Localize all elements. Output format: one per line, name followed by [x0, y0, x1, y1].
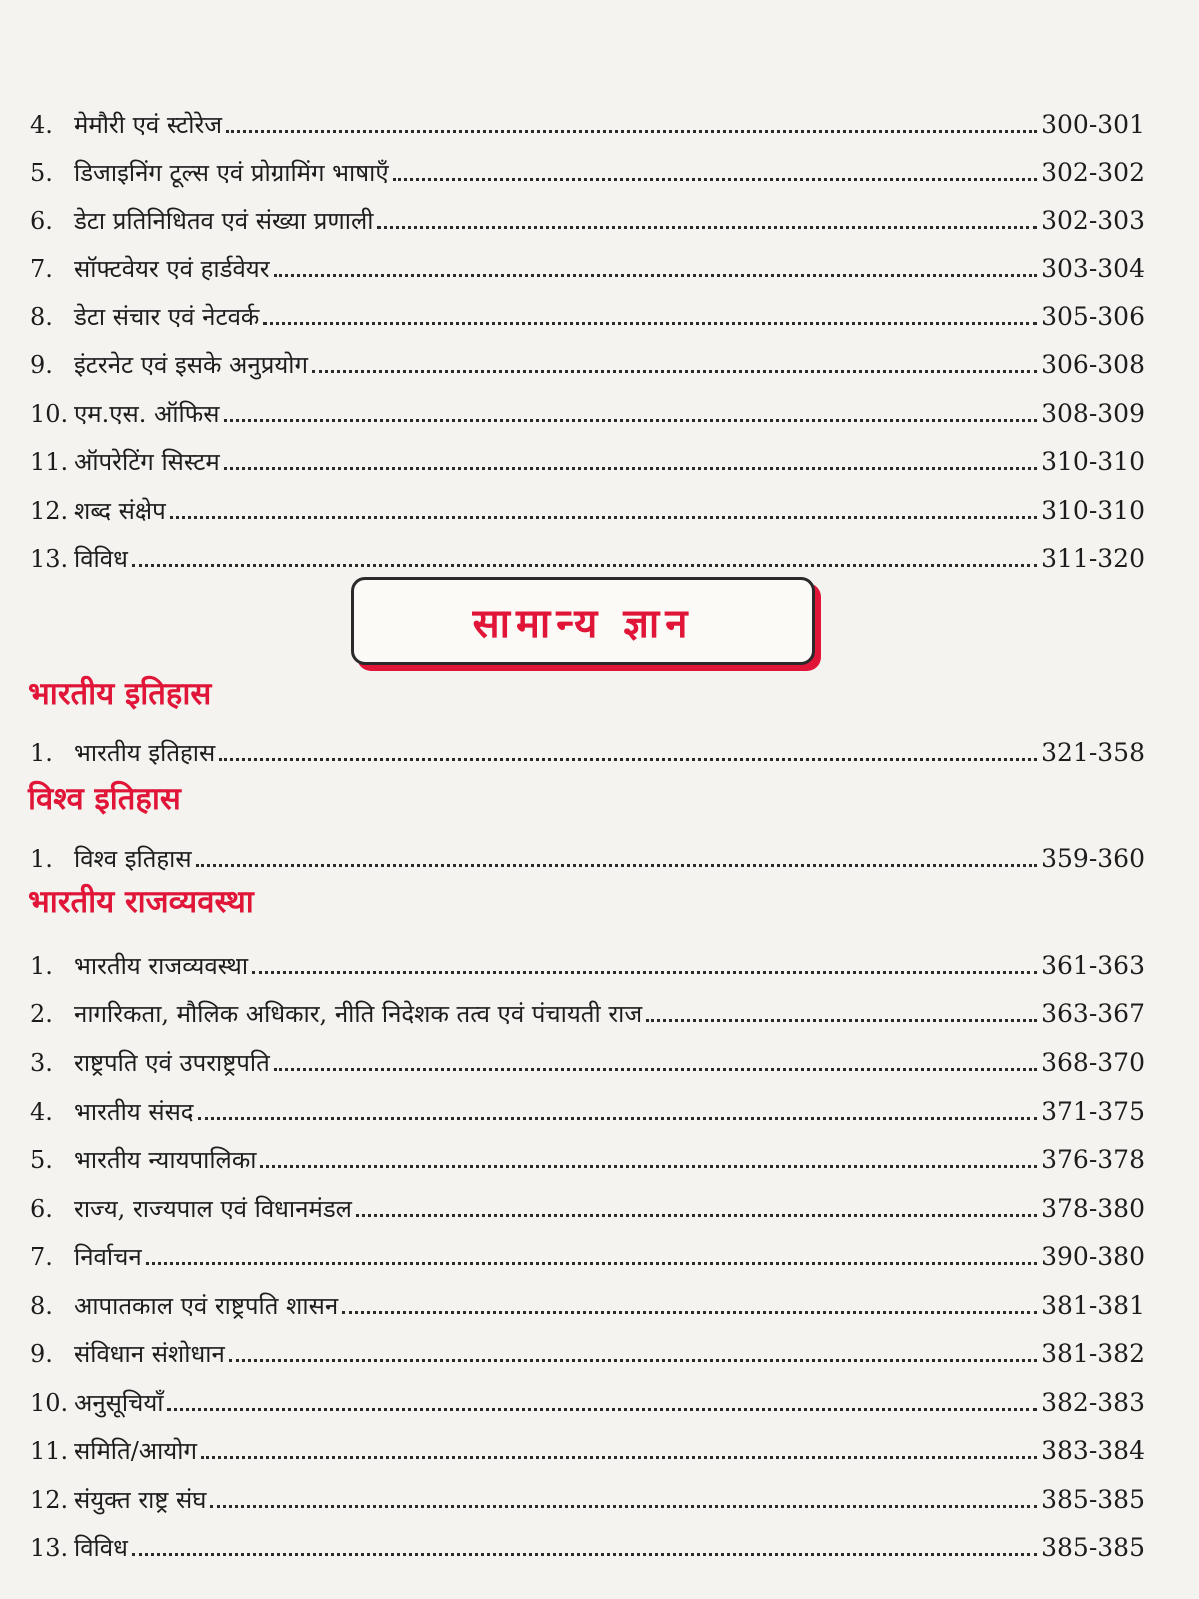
page-range: 302-302: [1041, 158, 1145, 187]
toc-row: [30, 196, 1145, 236]
toc-row: [30, 728, 1145, 768]
page-range: 311-320: [1041, 544, 1145, 573]
item-title: निर्वाचन: [74, 1243, 142, 1271]
item-number: 2.: [30, 1000, 53, 1028]
dot-leader: [219, 758, 1037, 761]
dot-leader: [146, 1262, 1037, 1265]
dot-leader: [196, 864, 1038, 867]
toc-row: [30, 1523, 1145, 1563]
dot-leader: [274, 274, 1038, 277]
toc-row: [30, 486, 1145, 526]
page-range: 368-370: [1041, 1048, 1145, 1077]
item-title: इंटरनेट एवं इसके अनुप्रयोग: [74, 351, 309, 379]
item-number: 10.: [30, 1389, 69, 1417]
item-title: भारतीय न्यायपालिका: [74, 1146, 257, 1174]
toc-row: [30, 989, 1145, 1029]
page-range: 381-382: [1041, 1339, 1145, 1368]
item-title: राष्ट्रपति एवं उपराष्ट्रपति: [74, 1049, 270, 1077]
toc-row: [30, 1184, 1145, 1224]
page-range: 390-380: [1041, 1242, 1145, 1271]
page-range: 359-360: [1041, 844, 1145, 873]
page-range: 382-383: [1041, 1388, 1145, 1417]
dot-leader: [252, 971, 1037, 974]
item-number: 9.: [30, 351, 53, 379]
page-range: 302-303: [1041, 206, 1145, 235]
dot-leader: [210, 1505, 1037, 1508]
section-banner-title: सामान्य ज्ञान: [472, 600, 694, 647]
dot-leader: [377, 226, 1037, 229]
dot-leader: [356, 1214, 1037, 1217]
page-range: 383-384: [1041, 1436, 1145, 1465]
item-number: 10.: [30, 400, 69, 428]
page-range: 363-367: [1041, 999, 1145, 1028]
dot-leader: [312, 370, 1037, 373]
page-range: 310-310: [1041, 496, 1145, 525]
dot-leader: [646, 1019, 1037, 1022]
toc-row: [30, 389, 1145, 429]
item-number: 13.: [30, 545, 69, 573]
page-range: 306-308: [1041, 350, 1145, 379]
dot-leader: [224, 467, 1037, 470]
toc-row: [30, 534, 1145, 574]
dot-leader: [201, 1456, 1037, 1459]
dot-leader: [132, 564, 1037, 567]
page-range: 381-381: [1041, 1291, 1145, 1320]
item-number: 1.: [30, 845, 53, 873]
item-number: 12.: [30, 497, 69, 525]
section-heading: भारतीय राजव्यवस्था: [28, 884, 254, 920]
page-range: 376-378: [1041, 1145, 1145, 1174]
toc-row: [30, 1135, 1145, 1175]
toc-row: [30, 1281, 1145, 1321]
toc-row: [30, 834, 1145, 874]
item-title: समिति/आयोग: [74, 1437, 197, 1465]
item-title: एम.एस. ऑफिस: [74, 400, 220, 428]
toc-row: [30, 941, 1145, 981]
item-title: ऑपरेटिंग सिस्टम: [74, 448, 220, 476]
page-range: 300-301: [1041, 110, 1145, 139]
page-range: 308-309: [1041, 399, 1145, 428]
item-number: 1.: [30, 739, 53, 767]
item-title: मेमौरी एवं स्टोरेज: [74, 111, 223, 139]
toc-row: [30, 1087, 1145, 1127]
toc-row: [30, 437, 1145, 477]
page-range: 385-385: [1041, 1533, 1145, 1562]
item-number: 8.: [30, 303, 53, 331]
toc-row: [30, 340, 1145, 380]
item-title: राज्य, राज्यपाल एवं विधानमंडल: [74, 1195, 352, 1223]
page-range: 385-385: [1041, 1485, 1145, 1514]
item-number: 7.: [30, 255, 53, 283]
dot-leader: [263, 322, 1037, 325]
item-title: डिजाइनिंग टूल्स एवं प्रोग्रामिंग भाषाएँ: [74, 159, 389, 187]
item-title: भारतीय इतिहास: [74, 739, 216, 767]
item-title: नागरिकता, मौलिक अधिकार, नीति निदेशक तत्व एवं पंचायती राज: [74, 1000, 643, 1028]
toc-row: [30, 100, 1145, 140]
item-title: विविध: [74, 545, 128, 573]
section-banner: [351, 577, 815, 665]
item-number: 4.: [30, 1098, 53, 1126]
item-title: अनुसूचियाँ: [74, 1389, 164, 1417]
section-heading: विश्व इतिहास: [28, 781, 181, 817]
toc-row: [30, 1232, 1145, 1272]
item-title: संयुक्त राष्ट्र संघ: [74, 1486, 207, 1514]
toc-row: [30, 292, 1145, 332]
item-number: 3.: [30, 1049, 53, 1077]
dot-leader: [167, 1408, 1037, 1411]
page-range: 378-380: [1041, 1194, 1145, 1223]
item-title: शब्द संक्षेप: [74, 497, 166, 525]
page-range: 310-310: [1041, 447, 1145, 476]
dot-leader: [260, 1165, 1037, 1168]
toc-row: [30, 1329, 1145, 1369]
item-number: 1.: [30, 952, 53, 980]
dot-leader: [170, 516, 1037, 519]
item-number: 4.: [30, 111, 53, 139]
page-range: 371-375: [1041, 1097, 1145, 1126]
item-number: 5.: [30, 1146, 53, 1174]
item-number: 6.: [30, 207, 53, 235]
dot-leader: [274, 1068, 1037, 1071]
item-title: विश्व इतिहास: [74, 845, 192, 873]
dot-leader: [224, 419, 1038, 422]
toc-row: [30, 1426, 1145, 1466]
item-title: भारतीय संसद: [74, 1098, 194, 1126]
item-number: 5.: [30, 159, 53, 187]
item-title: डेटा संचार एवं नेटवर्क: [74, 303, 260, 331]
item-title: भारतीय राजव्यवस्था: [74, 952, 249, 980]
dot-leader: [132, 1553, 1037, 1556]
toc-row: [30, 1378, 1145, 1418]
toc-row: [30, 1038, 1145, 1078]
toc-row: [30, 148, 1145, 188]
toc-row: [30, 1475, 1145, 1515]
dot-leader: [226, 130, 1037, 133]
dot-leader: [393, 178, 1037, 181]
item-title: संविधान संशोधान: [74, 1340, 225, 1368]
page-range: 361-363: [1041, 951, 1145, 980]
page-range: 321-358: [1041, 738, 1145, 767]
dot-leader: [229, 1359, 1037, 1362]
item-number: 9.: [30, 1340, 53, 1368]
item-title: विविध: [74, 1534, 128, 1562]
item-number: 8.: [30, 1292, 53, 1320]
item-number: 6.: [30, 1195, 53, 1223]
page-range: 303-304: [1041, 254, 1145, 283]
item-number: 13.: [30, 1534, 69, 1562]
item-number: 12.: [30, 1486, 69, 1514]
dot-leader: [342, 1311, 1037, 1314]
item-number: 11.: [30, 448, 69, 476]
section-heading: भारतीय इतिहास: [28, 676, 212, 712]
page-range: 305-306: [1041, 302, 1145, 331]
toc-row: [30, 244, 1145, 284]
dot-leader: [198, 1117, 1038, 1120]
item-title: सॉफ्टवेयर एवं हार्डवेयर: [74, 255, 270, 283]
item-title: डेटा प्रतिनिधितव एवं संख्या प्रणाली: [74, 207, 374, 235]
item-number: 7.: [30, 1243, 53, 1271]
item-number: 11.: [30, 1437, 69, 1465]
item-title: आपातकाल एवं राष्ट्रपति शासन: [74, 1292, 339, 1320]
